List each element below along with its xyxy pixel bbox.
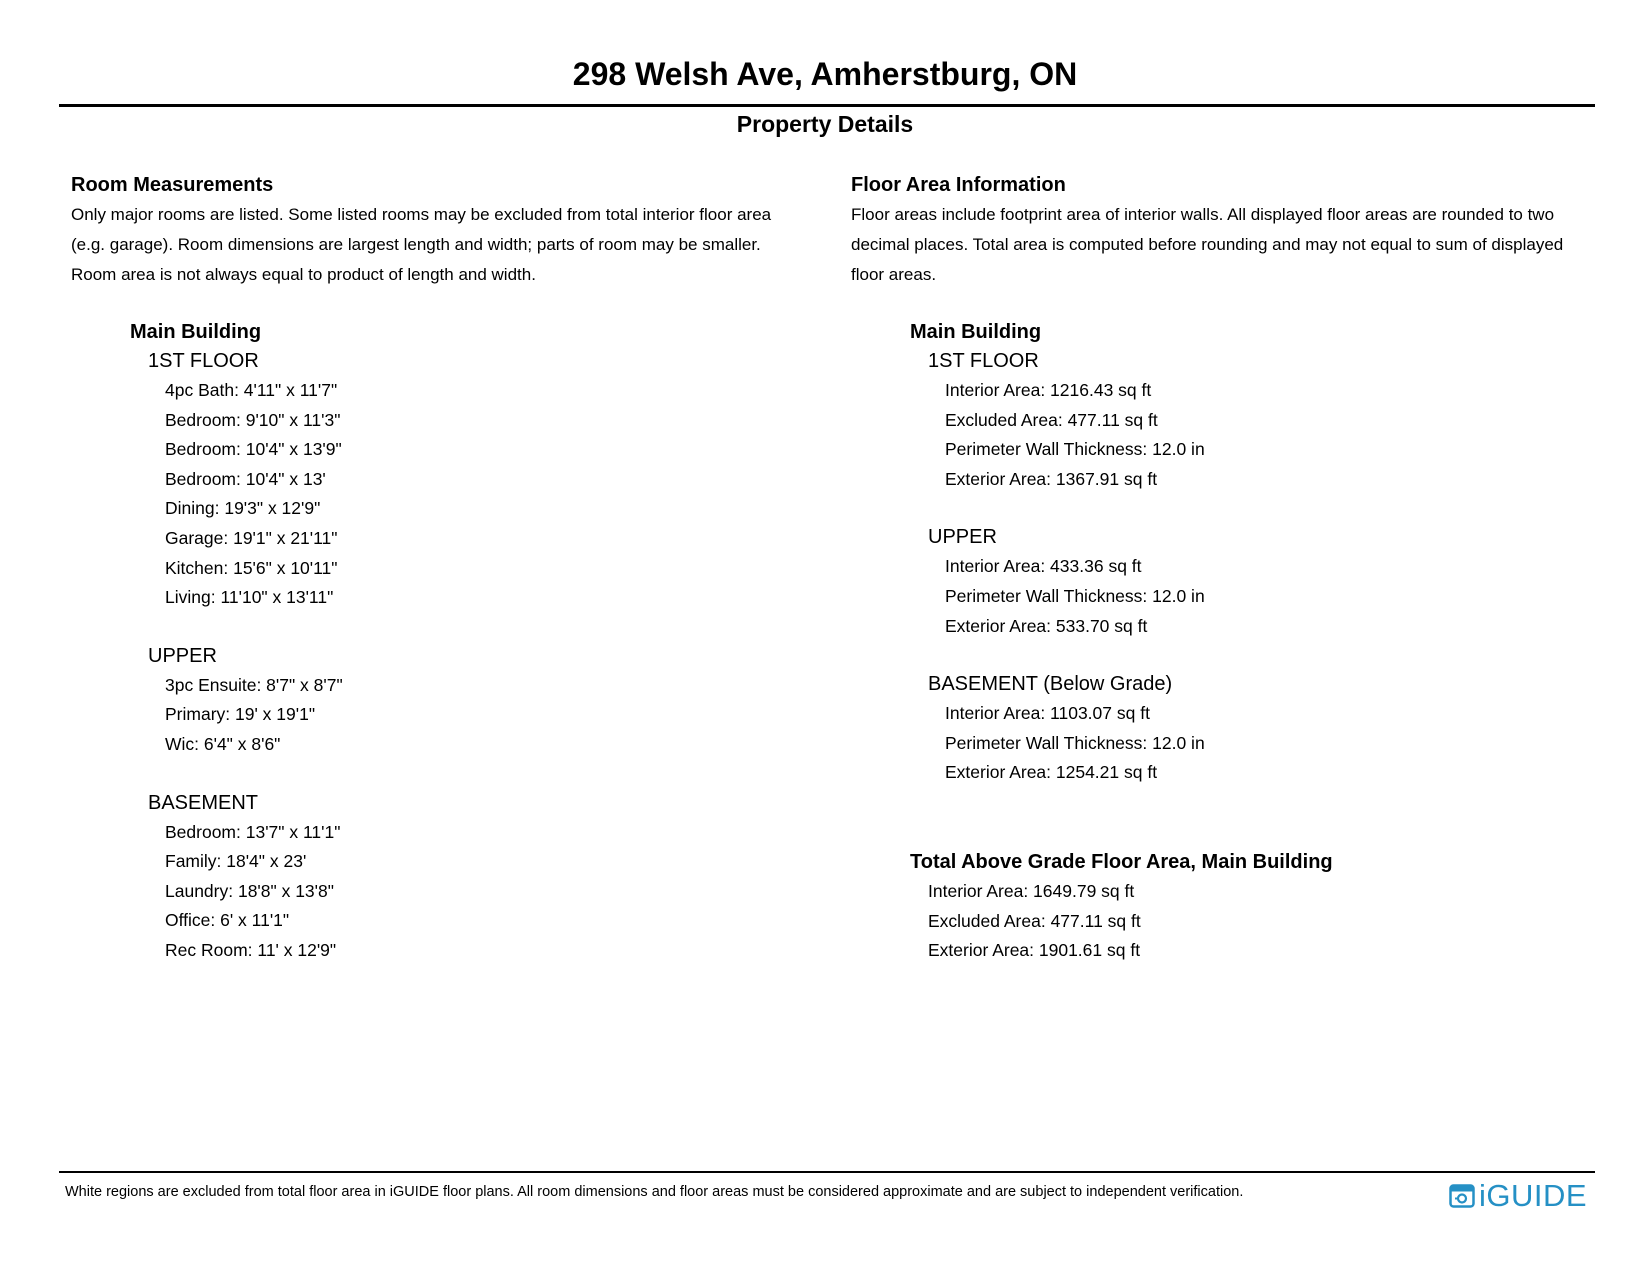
area-item: Perimeter Wall Thickness: 12.0 in	[945, 732, 1205, 753]
section-description	[851, 200, 1621, 290]
total-area-item: Interior Area: 1649.79 sq ft	[928, 880, 1135, 901]
area-item: Interior Area: 433.36 sq ft	[945, 556, 1142, 577]
room-item: Office: 6' x 11'1"	[165, 910, 290, 931]
room-item: Family: 18'4" x 23'	[165, 851, 307, 872]
room-item: Bedroom: 10'4" x 13'9"	[165, 439, 342, 460]
room-item: Primary: 19' x 19'1"	[165, 704, 316, 725]
floor-name: BASEMENT	[148, 791, 259, 814]
floor-name: UPPER	[148, 644, 217, 667]
floor-block	[148, 789, 821, 966]
title-divider	[59, 104, 1595, 107]
total-area-item: Excluded Area: 477.11 sq ft	[928, 910, 1141, 931]
page-title: 298 Welsh Ave, Amherstburg, ON	[572, 56, 1078, 92]
footer-divider	[59, 1171, 1595, 1173]
area-item: Perimeter Wall Thickness: 12.0 in	[945, 439, 1205, 460]
description-line: Room area is not always equal to product of length and width.	[71, 265, 536, 284]
description-line: (e.g. garage). Room dimensions are largest length and width; parts of room may be smaller.	[71, 235, 761, 254]
room-item: Dining: 19'3" x 12'9"	[165, 498, 321, 519]
floor-name: 1ST FLOOR	[148, 350, 259, 372]
area-item: Interior Area: 1216.43 sq ft	[945, 380, 1152, 400]
description-line: Only major rooms are listed. Some listed rooms may be excluded from total interior floor area	[71, 205, 772, 224]
room-item: 4pc Bath: 4'11" x 11'7"	[165, 380, 338, 400]
room-item: Kitchen: 15'6" x 10'11"	[165, 557, 338, 578]
iguide-logo	[1449, 1179, 1587, 1213]
room-item: Bedroom: 13'7" x 11'1"	[165, 821, 341, 842]
room-item: Living: 11'10" x 13'11"	[165, 587, 334, 608]
section-heading: Room Measurements	[71, 174, 274, 196]
iguide-logo-text: iGUIDE	[1479, 1178, 1588, 1213]
room-item: Garage: 19'1" x 21'11"	[165, 527, 338, 548]
area-item: Exterior Area: 1254.21 sq ft	[945, 762, 1158, 783]
room-item: Rec Room: 11' x 12'9"	[165, 939, 337, 960]
building-title: Main Building	[910, 321, 1042, 343]
floor-area-section	[851, 170, 1621, 966]
building-title: Main Building	[130, 321, 262, 343]
room-item: Laundry: 18'8" x 13'8"	[165, 880, 334, 901]
building-block	[910, 317, 1621, 788]
area-item: Excluded Area: 477.11 sq ft	[945, 409, 1158, 430]
floor-block	[928, 670, 1621, 788]
room-item: 3pc Ensuite: 8'7" x 8'7"	[165, 674, 343, 695]
description-line: Floor areas include footprint area of interior walls. All displayed floor areas are rounded to two	[851, 205, 1555, 224]
room-item: Wic: 6'4" x 8'6"	[165, 733, 281, 754]
section-heading: Floor Area Information	[851, 174, 1066, 196]
building-block	[130, 317, 821, 966]
floor-block	[928, 523, 1621, 641]
room-measurements-section	[71, 170, 821, 966]
room-item: Bedroom: 9'10" x 11'3"	[165, 409, 341, 430]
room-item: Bedroom: 10'4" x 13'	[165, 468, 326, 489]
area-item: Interior Area: 1103.07 sq ft	[945, 703, 1150, 724]
footer-disclaimer: White regions are excluded from total floor area in iGUIDE floor plans. All room dimensions and floor areas must be considered approximate and are subject to independent verification.	[65, 1184, 1244, 1200]
floor-name: BASEMENT (Below Grade)	[928, 673, 1173, 696]
area-item: Exterior Area: 533.70 sq ft	[945, 615, 1148, 636]
floor-block	[148, 642, 821, 760]
floor-name: UPPER	[928, 526, 997, 549]
floor-block	[148, 347, 821, 613]
total-area-item: Exterior Area: 1901.61 sq ft	[928, 940, 1141, 961]
description-line: decimal places. Total area is computed before rounding and may not equal to sum of displayed	[851, 235, 1564, 254]
section-description	[71, 200, 821, 290]
area-item: Perimeter Wall Thickness: 12.0 in	[945, 585, 1205, 606]
area-item: Exterior Area: 1367.91 sq ft	[945, 468, 1158, 489]
total-area-block	[910, 847, 1621, 966]
page-subtitle: Property Details	[736, 111, 914, 137]
iguide-logo-icon	[1449, 1183, 1475, 1209]
description-line: floor areas.	[851, 265, 937, 284]
floor-block	[928, 347, 1621, 494]
total-area-title: Total Above Grade Floor Area, Main Building	[910, 850, 1333, 873]
floor-name: 1ST FLOOR	[928, 350, 1039, 372]
